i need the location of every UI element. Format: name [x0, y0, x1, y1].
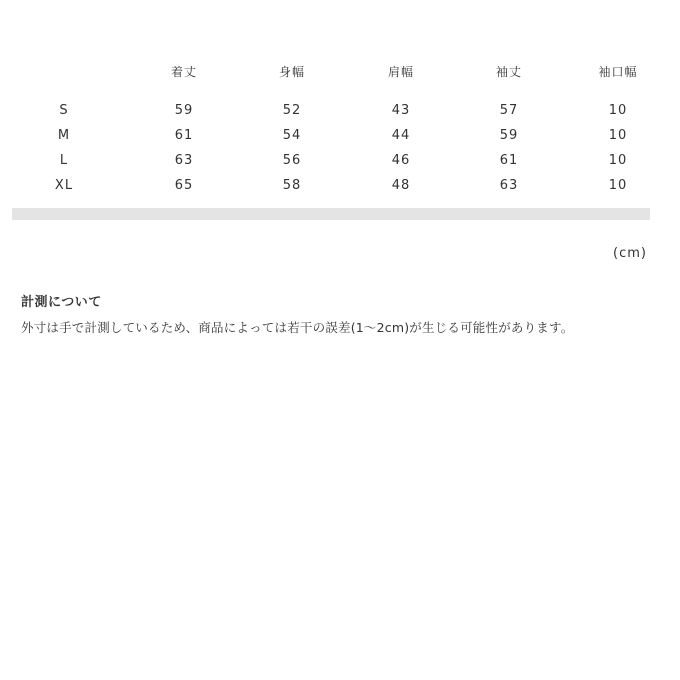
table-cell: 48	[391, 178, 411, 193]
table-cell: 10	[608, 153, 628, 168]
size-label: S	[59, 103, 69, 118]
table-cell: 54	[282, 128, 302, 143]
table-cell: 10	[608, 178, 628, 193]
table-cell: 46	[391, 153, 411, 168]
size-label: M	[57, 128, 71, 143]
size-label: L	[59, 153, 69, 168]
header-cell-cuff-width: 袖口幅	[598, 65, 638, 79]
header-cell-length: 着丈	[170, 65, 197, 79]
table-row	[12, 173, 650, 198]
header-cell-sleeve-length: 袖丈	[495, 65, 522, 79]
table-bottom-bar	[12, 208, 650, 220]
table-row	[12, 123, 650, 148]
table-row	[12, 148, 650, 173]
size-label: XL	[54, 178, 74, 193]
table-cell: 63	[499, 178, 519, 193]
table-cell: 56	[282, 153, 302, 168]
note-title: 計測について	[21, 295, 102, 310]
table-cell: 10	[608, 128, 628, 143]
table-cell: 59	[499, 128, 519, 143]
table-cell: 63	[174, 153, 194, 168]
table-cell: 44	[391, 128, 411, 143]
table-cell: 10	[608, 103, 628, 118]
table-header-row	[12, 60, 650, 85]
note-body: 外寸は手で計測しているため、商品によっては若干の誤差(1〜2cm)が生じる可能性があります。	[21, 320, 574, 335]
header-cell-body-width: 身幅	[278, 65, 305, 79]
table-cell: 52	[282, 103, 302, 118]
size-table	[12, 60, 650, 198]
table-cell: 43	[391, 103, 411, 118]
table-cell: 58	[282, 178, 302, 193]
table-cell: 59	[174, 103, 194, 118]
table-cell: 61	[174, 128, 194, 143]
table-cell: 65	[174, 178, 194, 193]
header-cell-shoulder-width: 肩幅	[387, 65, 414, 79]
header-spacer	[12, 85, 650, 98]
unit-label: (cm)	[613, 246, 647, 261]
table-cell: 61	[499, 153, 519, 168]
table-cell: 57	[499, 103, 519, 118]
table-row	[12, 98, 650, 123]
